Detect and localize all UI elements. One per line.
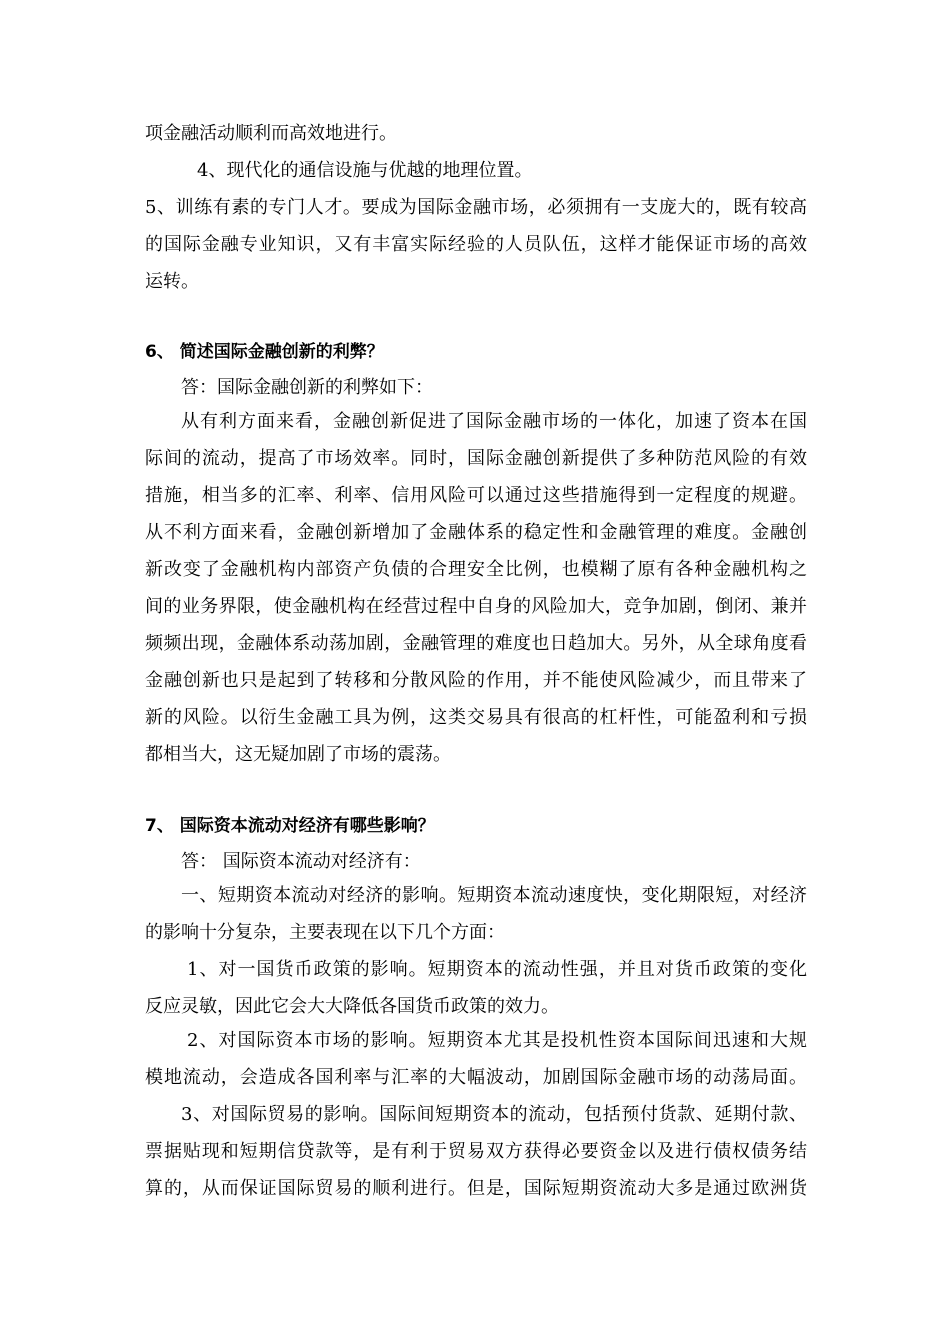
question-heading: 7、 国际资本流动对经济有哪些影响？	[145, 816, 435, 836]
text-line: 5、训练有素的专门人才。要成为国际金融市场，必须拥有一支庞大的，既有较高	[145, 197, 807, 218]
question-heading: 6、 简述国际金融创新的利弊？	[145, 342, 384, 362]
text-line: 从不利方面来看，金融创新增加了金融体系的稳定性和金融管理的难度。金融创	[145, 522, 807, 543]
text-line: 模地流动，会造成各国利率与汇率的大幅波动，加剧国际金融市场的动荡局面。	[145, 1067, 807, 1088]
text-line: 间的业务界限，使金融机构在经营过程中自身的风险加大，竞争加剧，倒闭、兼并	[145, 596, 807, 617]
answer-intro: 答：国际金融创新的利弊如下：	[181, 377, 433, 398]
text-line: 的国际金融专业知识，又有丰富实际经验的人员队伍，这样才能保证市场的高效	[145, 234, 807, 255]
text-line: 际间的流动，提高了市场效率。同时，国际金融创新提供了多种防范风险的有效	[145, 448, 807, 469]
text-line: 3、对国际贸易的影响。国际间短期资本的流动，包括预付货款、延期付款、	[181, 1104, 807, 1125]
text-line: 新的风险。以衍生金融工具为例，这类交易具有很高的杠杆性，可能盈利和亏损	[145, 707, 807, 728]
answer-intro: 答： 国际资本流动对经济有：	[181, 851, 421, 872]
text-line: 4、现代化的通信设施与优越的地理位置。	[197, 160, 533, 181]
text-line: 频频出现，金融体系动荡加剧，金融管理的难度也日趋加大。另外，从全球角度看	[145, 633, 807, 654]
text-line: 1、对一国货币政策的影响。短期资本的流动性强，并且对货币政策的变化	[187, 959, 807, 980]
text-line: 新改变了金融机构内部资产负债的合理安全比例，也模糊了原有各种金融机构之	[145, 559, 807, 580]
text-line: 2、对国际资本市场的影响。短期资本尤其是投机性资本国际间迅速和大规	[187, 1030, 807, 1051]
text-line: 都相当大，这无疑加剧了市场的震荡。	[145, 744, 451, 765]
text-line: 一、短期资本流动对经济的影响。短期资本流动速度快，变化期限短，对经济	[181, 885, 807, 906]
text-line: 反应灵敏，因此它会大大降低各国货币政策的效力。	[145, 996, 559, 1017]
text-line: 项金融活动顺利而高效地进行。	[145, 123, 397, 144]
text-line: 措施，相当多的汇率、利率、信用风险可以通过这些措施得到一定程度的规避。	[145, 485, 807, 506]
text-line: 的影响十分复杂，主要表现在以下几个方面：	[145, 922, 505, 943]
text-line: 从有利方面来看，金融创新促进了国际金融市场的一体化，加速了资本在国	[181, 411, 807, 432]
text-line: 运转。	[145, 271, 199, 292]
text-line: 算的，从而保证国际贸易的顺利进行。但是，国际短期资流动大多是通过欧洲货	[145, 1178, 807, 1199]
text-line: 金融创新也只是起到了转移和分散风险的作用，并不能使风险减少，而且带来了	[145, 670, 807, 691]
text-line: 票据贴现和短期信贷款等，是有利于贸易双方获得必要资金以及进行债权债务结	[145, 1141, 807, 1162]
